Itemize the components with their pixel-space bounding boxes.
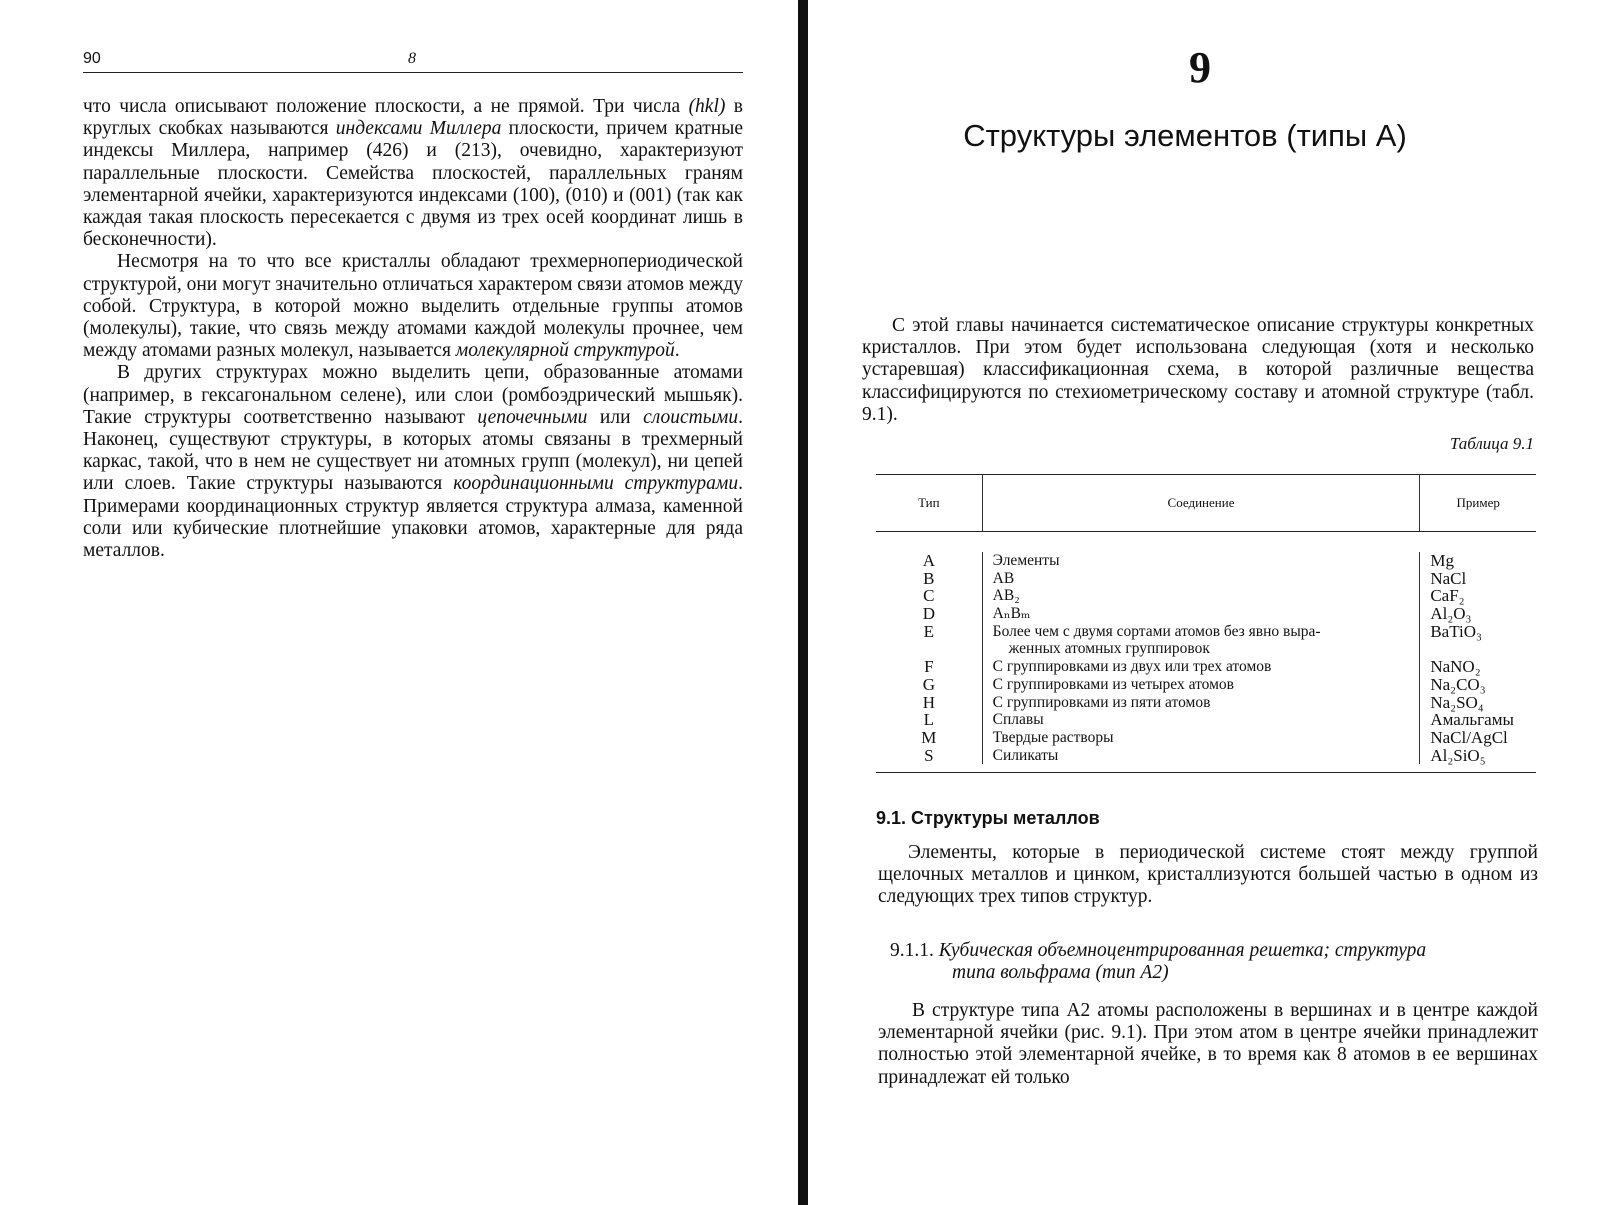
classification-table — [876, 474, 1536, 773]
page-number: 90 — [83, 50, 101, 67]
table-cell-example: Na₂CO₃ — [1430, 674, 1486, 694]
table-cell-type: S — [924, 745, 934, 765]
italic-term: индексами Миллера — [335, 118, 502, 140]
table-cell-type: D — [922, 604, 935, 624]
subsection-heading — [890, 940, 1538, 984]
compound-column — [983, 552, 1421, 764]
table-caption: Таблица 9.1 — [1449, 434, 1534, 453]
text-run: или — [587, 406, 644, 428]
table-cell-compound: Сплавы — [992, 711, 1044, 729]
table-cell-type: L — [923, 710, 935, 730]
table-cell-example: NaNO₂ — [1430, 657, 1481, 677]
table-cell-compound: AₙBₘ — [992, 605, 1031, 623]
table-cell-example: Mg — [1430, 551, 1454, 570]
table-cell-compound: С группировками из пяти атомов — [992, 693, 1211, 711]
italic-term: координационными структурами — [453, 473, 739, 495]
table-cell-type: H — [922, 692, 935, 712]
table-cell-type: E — [923, 621, 935, 641]
table-cell-compound: AB₂ — [992, 587, 1020, 605]
italic-term: (hkl) — [688, 96, 726, 117]
table-cell-type: F — [924, 657, 934, 677]
table-cell-compound: С группировками из двух или трех атомов — [992, 658, 1272, 676]
subsection-number: 9.1.1. — [890, 940, 934, 961]
text-run: Несмотря на то что все кристаллы обладают трехмернопериодической структурой, они могут значительно отличаться характером связи атомов между собой. Структура, в которой можно выделить отдельные группы атомов (молекулы), такие, что связь между атомами каждой молекулы прочнее, чем между атомами разных молекул, называется — [83, 251, 743, 362]
table-cell-compound: Силикаты — [992, 746, 1059, 764]
italic-term: цепочечными — [477, 406, 588, 428]
subsection-title-line2: типа вольфрама (тип А2) — [952, 962, 1169, 984]
table-cell-example: NaCl — [1430, 568, 1467, 588]
text-run: . Примерами координационных структур является структура алмаза, каменной соли или кубические плотнейшие упаковки атомов, характерные для ряда металлов. — [83, 473, 743, 562]
paragraph — [83, 96, 743, 251]
section-text: Элементы, которые в периодической системе стоят между группой щелочных металлов и цинком, кристаллизуются большей частью в одном из следующих трех типов структур. — [878, 842, 1538, 908]
table-cell-example: CaF₂ — [1430, 586, 1465, 606]
table-cell-example: Na₂SO₄ — [1430, 692, 1484, 712]
intro-paragraph: С этой главы начинается систематическое описание структуры конкретных кристаллов. При этом будет использована следующая (хотя и несколько устаревшая) классификационная схема, в которой различные вещества классифицируются по стехиометрическому составу и атомной структуре (табл. 9.1). — [862, 315, 1534, 425]
table-cell-compound: С группировками из четырех атомов — [992, 675, 1234, 693]
chapter-title: Структуры элементов (типы А) — [963, 118, 1407, 153]
header-example: Пример — [1456, 495, 1500, 510]
header-compound: Соединение — [983, 475, 1421, 531]
paragraph — [83, 362, 743, 562]
table-cell-example: Амальгамы — [1430, 710, 1514, 730]
section-heading: 9.1. Структуры металлов — [876, 808, 1100, 828]
table-cell-compound — [993, 623, 1420, 658]
type-column — [876, 552, 983, 764]
text-run: . Наконец, существуют структуры, в которых атомы связаны в трехмерный каркас, такой, что в нем не существует ни атомных групп (молекул), ни цепей или слоев. Такие структуры называются — [83, 406, 743, 495]
table-cell-type: B — [923, 568, 935, 588]
table-cell-example: NaCl/AgCl — [1430, 727, 1508, 747]
subsection-title-line1: Кубическая объемноцентрированная решетка; структура — [938, 940, 1427, 961]
chapter-number: 9 — [1189, 43, 1211, 92]
book-spine-divider — [798, 0, 808, 1205]
paragraph — [83, 251, 743, 362]
subsection-text: В структуре типа А2 атомы расположены в вершинах и в центре каждой элементарной ячейки (рис. 9.1). При этом атом в центре ячейки принадлежит полностью этой элементарной ячейке, в то время как 8 атомов в ее вершинах принадлежат ей только — [878, 1000, 1538, 1088]
text-run: что числа описывают положение плоскости, а не прямой. Три числа — [83, 96, 689, 117]
table-cell-example: BaTiO₃ — [1430, 621, 1482, 641]
text-run: плоскости, причем кратные индексы Миллера, например (426) и (213), очевидно, характеризуют параллельные плоскости. Семейства плоскостей, параллельных граням элементарной ячейки, характеризуются индексами (100), (010) и (001) (так как каждая такая плоскость пересекается с двумя из трех осей координат лишь в бесконечности). — [83, 118, 743, 251]
left-page — [0, 0, 790, 1205]
example-column — [1420, 552, 1536, 764]
compound-line-continued: женных атомных группировок — [1008, 640, 1210, 658]
text-run: в круглых скобках называются — [83, 96, 743, 140]
text-run: . — [674, 340, 680, 362]
table-cell-example: Al₂O₃ — [1430, 604, 1472, 624]
table-header — [876, 475, 1536, 532]
table-cell-example: Al₂SiO₅ — [1430, 745, 1486, 765]
table-body — [876, 532, 1536, 772]
table-cell-compound: AB — [992, 569, 1015, 587]
compound-line: Более чем с двумя сортами атомов без явно выра- — [992, 622, 1321, 640]
header-type: Тип — [876, 475, 983, 531]
table-cell-type: C — [923, 586, 935, 606]
table-cell-type: A — [922, 551, 935, 570]
table-cell-compound: Элементы — [992, 552, 1060, 569]
left-body-text — [83, 96, 743, 562]
chapter-reference: 8 — [408, 50, 416, 67]
running-head — [83, 50, 743, 73]
table-cell-type: M — [921, 727, 937, 747]
italic-term: молекулярной структурой — [455, 340, 675, 362]
italic-term: слоистыми — [643, 406, 739, 428]
text-run: В других структурах можно выделить цепи, образованные атомами (например, в гексагональном селене), или слои (ромбоэдрический мышьяк). Такие структуры соответственно называют — [83, 362, 743, 428]
table-cell-type: G — [922, 674, 935, 694]
table-cell-compound: Твердые растворы — [992, 728, 1114, 746]
